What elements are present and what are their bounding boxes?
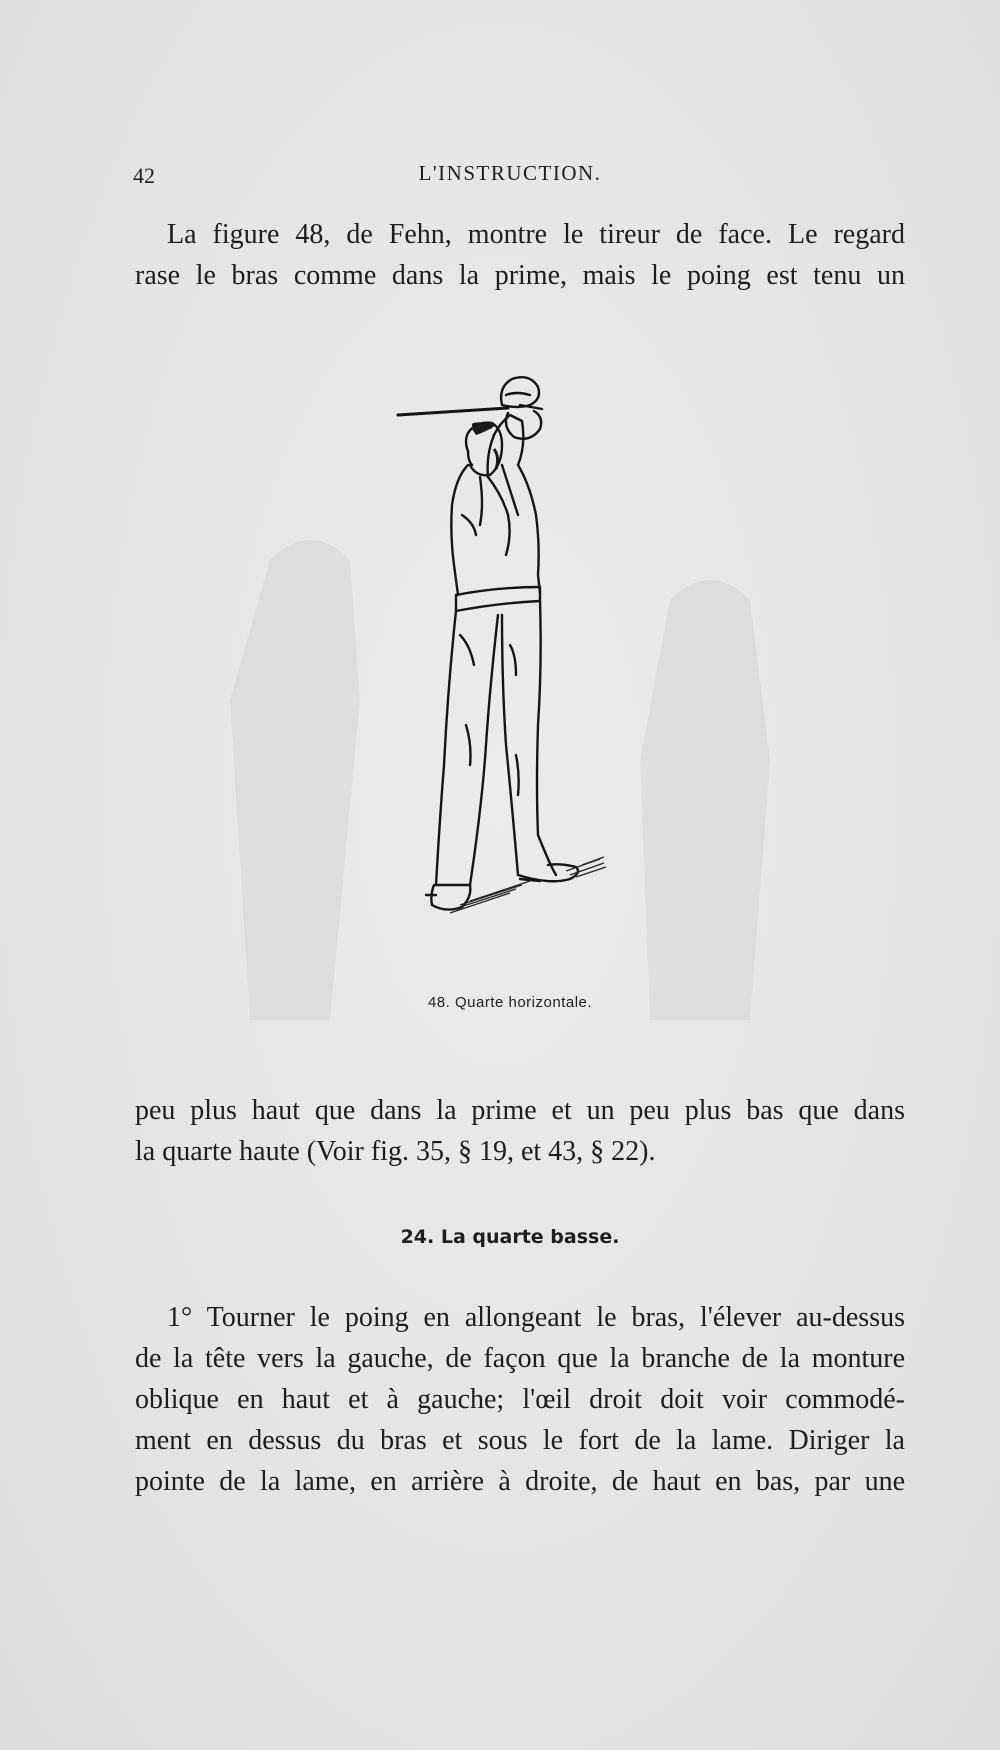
fencer-illustration <box>390 365 650 985</box>
paragraph-section <box>135 1297 905 1502</box>
text-line: ment en dessus du bras et sous le fort de la lame. Diriger la <box>135 1425 905 1456</box>
figure-caption: 48. Quarte horizontale. <box>427 994 593 1011</box>
section-heading: 24. La quarte basse. <box>400 1226 620 1248</box>
text-line: de la tête vers la gauche, de façon que la branche de la monture <box>135 1343 905 1374</box>
text-line: rase le bras comme dans la prime, mais le poing est tenu un <box>135 260 905 291</box>
text-line: pointe de la lame, en arrière à droite, de haut en bas, par une <box>135 1466 905 1497</box>
paragraph-top <box>135 214 905 296</box>
running-title: L'INSTRUCTION. <box>418 161 602 185</box>
page-number: 42 <box>133 163 155 188</box>
paragraph-continued <box>135 1090 905 1172</box>
text-line: peu plus haut que dans la prime et un peu plus bas que dans <box>135 1095 905 1126</box>
text-line: 1° Tourner le poing en allongeant le bras, l'élever au-dessus <box>167 1302 905 1333</box>
text-line: la quarte haute (Voir fig. 35, § 19, et 43, § 22). <box>135 1136 656 1167</box>
text-line: La figure 48, de Fehn, montre le tireur de face. Le regard <box>167 219 905 250</box>
text-line: oblique en haut et à gauche; l'œil droit doit voir commodé- <box>135 1384 905 1415</box>
